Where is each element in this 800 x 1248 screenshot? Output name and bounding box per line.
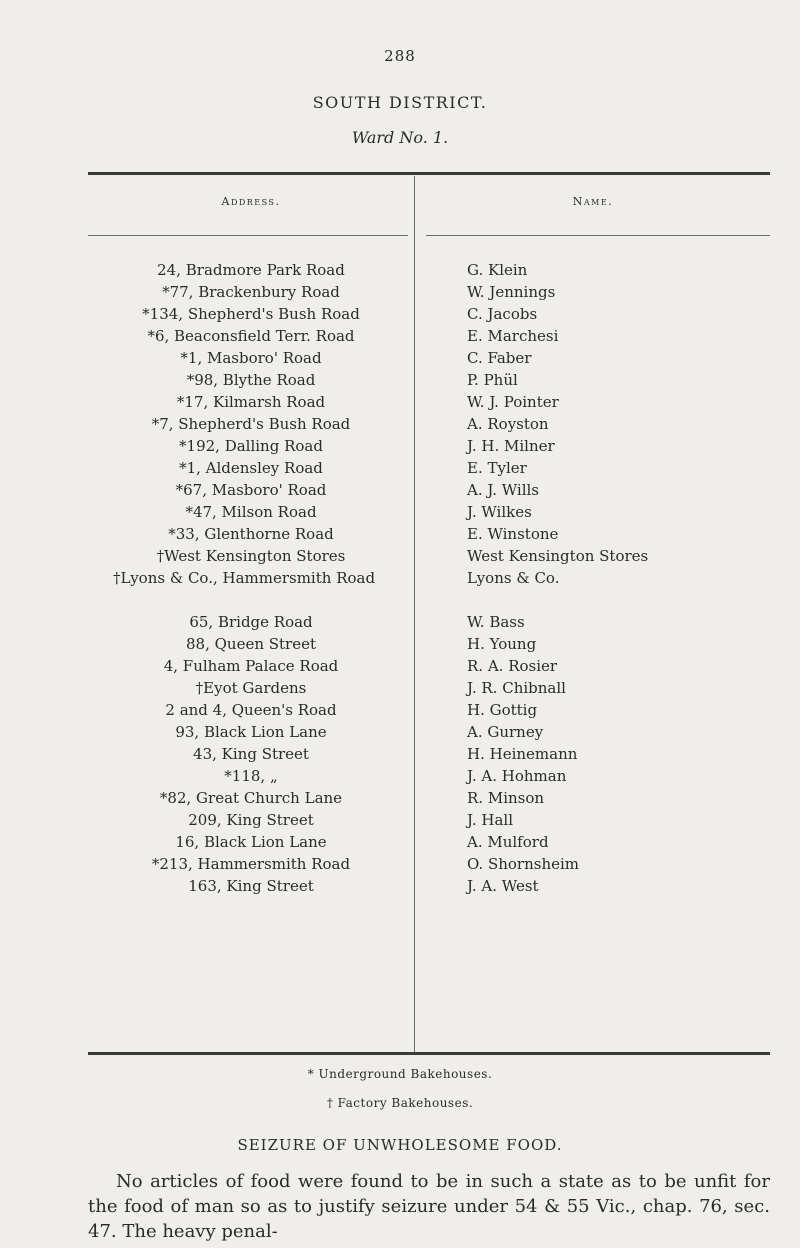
name-cell: H. Young	[467, 635, 537, 653]
address-cell: *47, Milson Road	[185, 503, 317, 521]
name-cell: R. Minson	[467, 789, 545, 807]
name-cell: W. Bass	[467, 613, 525, 631]
name-cell: W. Jennings	[467, 283, 556, 301]
address-cell: 209, King Street	[188, 811, 314, 829]
header-rule-left	[88, 235, 408, 236]
address-cell: *1, Masboro' Road	[180, 349, 322, 367]
name-cell: C. Faber	[467, 349, 532, 367]
table-row	[88, 699, 770, 721]
table-row	[88, 721, 770, 743]
table-row	[88, 259, 770, 281]
address-cell: *118, „	[224, 767, 278, 785]
name-cell: C. Jacobs	[467, 305, 538, 323]
name-cell: R. A. Rosier	[467, 657, 558, 675]
address-cell: †Lyons & Co., Hammersmith Road	[113, 569, 376, 587]
name-cell: West Kensington Stores	[467, 547, 649, 565]
table-row	[88, 809, 770, 831]
address-cell: 93, Black Lion Lane	[175, 723, 327, 741]
table-row	[88, 435, 770, 457]
name-cell: J. R. Chibnall	[467, 679, 566, 697]
name-cell: H. Gottig	[467, 701, 538, 719]
address-cell: 88, Queen Street	[185, 635, 317, 653]
name-cell: A. Mulford	[467, 833, 549, 851]
table-row	[88, 391, 770, 413]
ward-subtitle: Ward No. 1.	[351, 128, 449, 147]
bakehouse-table-body	[88, 259, 770, 897]
address-cell: 24, Bradmore Park Road	[157, 261, 345, 279]
address-cell: *213, Hammersmith Road	[151, 855, 351, 873]
address-cell: *77, Brackenbury Road	[162, 283, 340, 301]
body-paragraph	[88, 1169, 770, 1244]
district-title: SOUTH DISTRICT.	[312, 93, 488, 112]
address-cell: 43, King Street	[193, 745, 309, 763]
table-row	[88, 875, 770, 897]
name-cell: J. Wilkes	[467, 503, 532, 521]
address-cell: †Eyot Gardens	[195, 679, 307, 697]
name-cell: H. Heinemann	[467, 745, 578, 763]
name-cell: P. Phül	[467, 371, 518, 389]
table-row	[88, 457, 770, 479]
section-heading: SEIZURE OF UNWHOLESOME FOOD.	[237, 1136, 563, 1154]
name-cell: A. Gurney	[467, 723, 544, 741]
table-row	[88, 413, 770, 435]
table-row	[88, 545, 770, 567]
name-cell: E. Tyler	[467, 459, 527, 477]
name-cell: O. Shornsheim	[467, 855, 580, 873]
table-row	[88, 281, 770, 303]
table-row	[88, 655, 770, 677]
address-cell: *6, Beaconsfield Terr. Road	[147, 327, 355, 345]
name-cell: G. Klein	[467, 261, 528, 279]
column-header-name: Name.	[572, 195, 614, 208]
name-cell: J. A. West	[467, 877, 539, 895]
table-row	[88, 303, 770, 325]
name-cell: J. A. Hohman	[467, 767, 567, 785]
table-row	[88, 787, 770, 809]
name-cell: Lyons & Co.	[467, 569, 560, 587]
table-row	[88, 677, 770, 699]
name-cell: A. Royston	[467, 415, 549, 433]
footnote-factory: † Factory Bakehouses.	[326, 1096, 474, 1110]
table-row	[88, 347, 770, 369]
table-row	[88, 567, 770, 611]
table-row	[88, 853, 770, 875]
name-cell: A. J. Wills	[467, 481, 539, 499]
column-header-address: Address.	[221, 195, 281, 208]
table-row	[88, 743, 770, 765]
address-cell: 163, King Street	[188, 877, 314, 895]
table-row	[88, 611, 770, 633]
address-cell: 2 and 4, Queen's Road	[165, 701, 337, 719]
footnote-underground: * Underground Bakehouses.	[307, 1067, 493, 1081]
address-cell: *98, Blythe Road	[186, 371, 316, 389]
address-cell: 4, Fulham Palace Road	[163, 657, 339, 675]
address-cell: *82, Great Church Lane	[159, 789, 343, 807]
table-row	[88, 479, 770, 501]
name-cell: J. Hall	[467, 811, 514, 829]
address-cell: †West Kensington Stores	[156, 547, 346, 565]
table-row	[88, 523, 770, 545]
address-cell: *17, Kilmarsh Road	[176, 393, 326, 411]
table-row	[88, 369, 770, 391]
table-bottom-rule	[88, 1052, 770, 1055]
table-row	[88, 325, 770, 347]
address-cell: *67, Masboro' Road	[175, 481, 327, 499]
address-cell: *192, Dalling Road	[179, 437, 323, 455]
header-rule-right	[426, 235, 770, 236]
name-cell: E. Marchesi	[467, 327, 559, 345]
body-text: No articles of food were found to be in such a state as to be unfit for the food of man so as to justify seizure under 54 & 55 Vic., chap. 76, sec. 47. The heavy penal-	[88, 1171, 770, 1242]
page-number: 288	[384, 47, 416, 65]
address-cell: *7, Shepherd's Bush Road	[151, 415, 351, 433]
address-cell: *1, Aldensley Road	[179, 459, 323, 477]
name-cell: E. Winstone	[467, 525, 559, 543]
address-cell: *134, Shepherd's Bush Road	[142, 305, 360, 323]
table-row	[88, 501, 770, 523]
table-row	[88, 633, 770, 655]
name-cell: J. H. Milner	[467, 437, 555, 455]
table-top-rule	[88, 172, 770, 175]
address-cell: *33, Glenthorne Road	[168, 525, 334, 543]
address-cell: 16, Black Lion Lane	[175, 833, 327, 851]
table-row	[88, 765, 770, 787]
table-row	[88, 831, 770, 853]
address-cell: 65, Bridge Road	[189, 613, 313, 631]
name-cell: W. J. Pointer	[467, 393, 559, 411]
